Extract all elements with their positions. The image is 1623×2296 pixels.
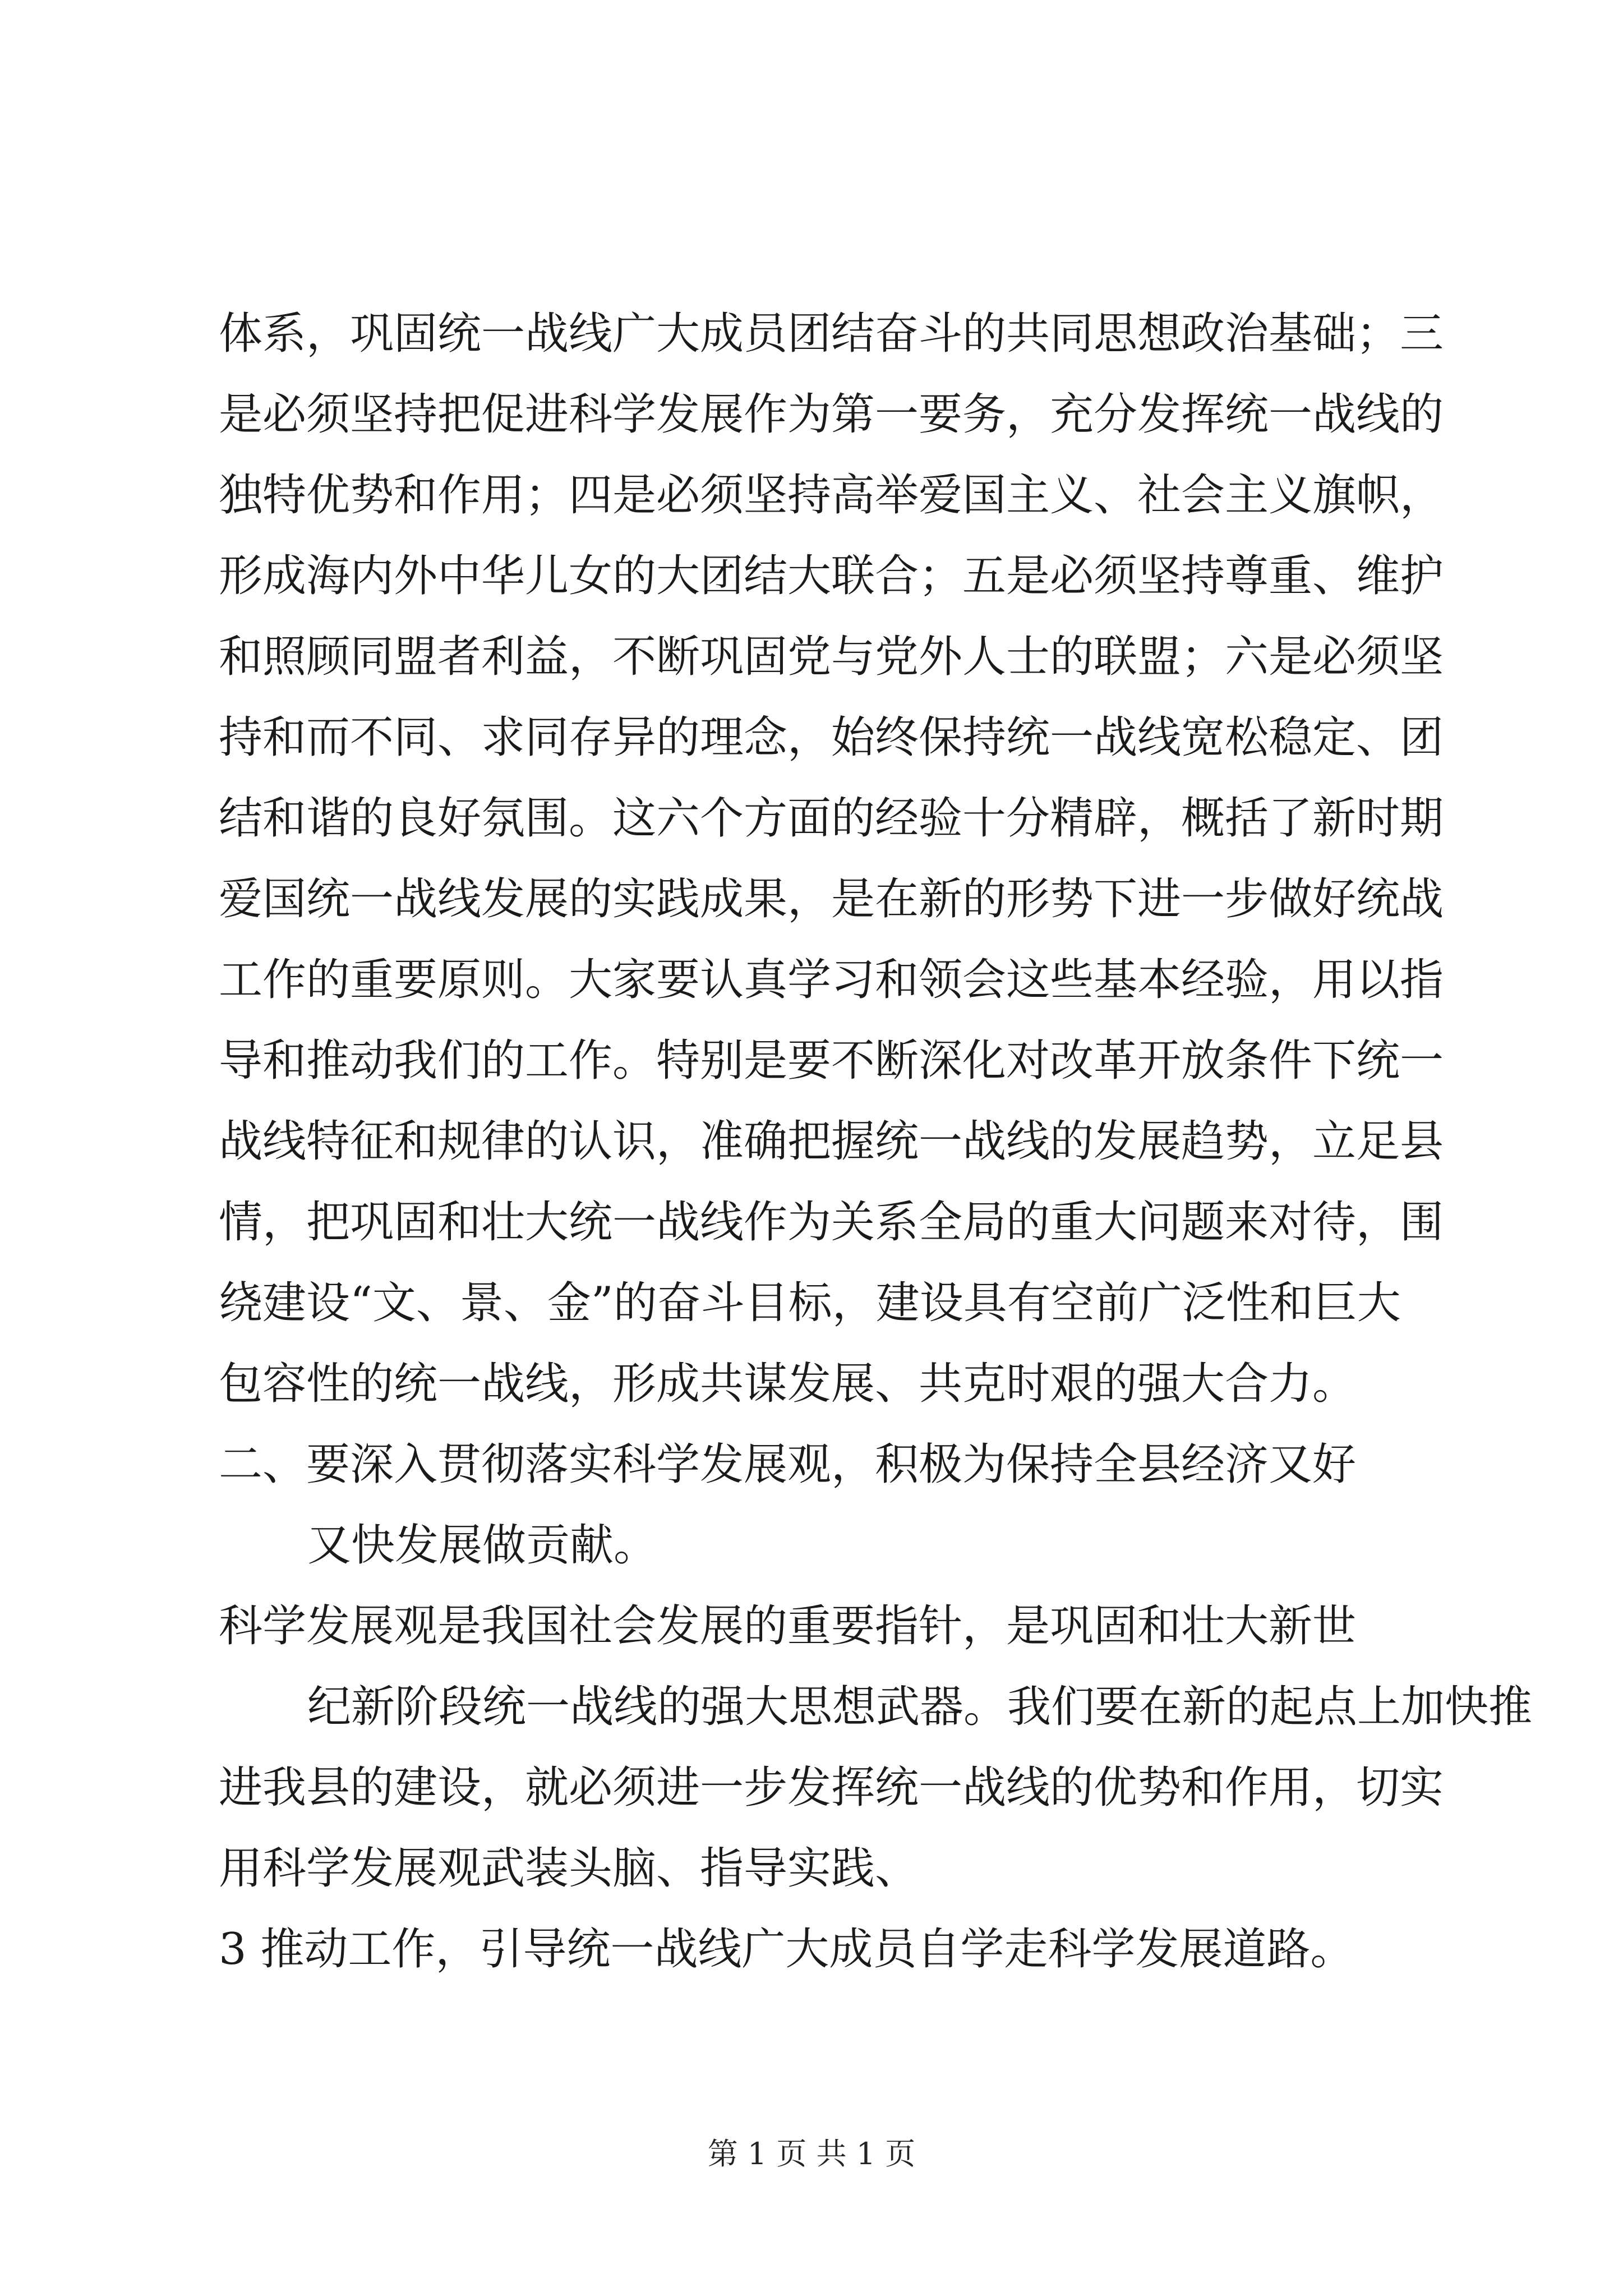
section-heading: 二、要深入贯彻落实科学发展观，积极为保持全县经济又好: [219, 1439, 1357, 1490]
text-line: 爱国统一战线发展的实践成果，是在新的形势下进一步做好统战: [219, 874, 1444, 924]
text-line: 是必须坚持把促进科学发展作为第一要务，充分发挥统一战线的: [219, 389, 1444, 440]
text-line: 3 推动工作，引导统一战线广大成员自学走科学发展道路。: [219, 1924, 1354, 1975]
section-heading: 又快发展做贡献。: [307, 1520, 658, 1571]
text-line: 独特优势和作用；四是必须坚持高举爱国主义、社会主义旗帜，: [219, 470, 1444, 521]
text-line: 结和谐的良好氛围。这六个方面的经验十分精辟，概括了新时期: [219, 793, 1444, 844]
text-line: 导和推动我们的工作。特别是要不断深化对改革开放条件下统一: [219, 1036, 1444, 1086]
text-line: 工作的重要原则。大家要认真学习和领会这些基本经验，用以指: [219, 955, 1444, 1005]
text-line: 绕建设“文、景、金”的奋斗目标，建设具有空前广泛性和巨大: [219, 1278, 1401, 1328]
text-line: 科学发展观是我国社会发展的重要指针，是巩固和壮大新世: [219, 1601, 1357, 1651]
page-footer: 第 1 页 共 1 页: [707, 2136, 916, 2171]
text-line: 进我县的建设，就必须进一步发挥统一战线的优势和作用，切实: [219, 1763, 1444, 1813]
text-line: 纪新阶段统一战线的强大思想武器。我们要在新的起点上加快推: [307, 1682, 1533, 1732]
text-line: 用科学发展观武装头脑、指导实践、: [219, 1843, 919, 1894]
text-line: 包容性的统一战线，形成共谋发展、共克时艰的强大合力。: [219, 1359, 1357, 1409]
text-line: 情，把巩固和壮大统一战线作为关系全局的重大问题来对待，围: [219, 1197, 1444, 1248]
text-line: 战线特征和规律的认识，准确把握统一战线的发展趋势，立足县: [219, 1116, 1444, 1167]
text-line: 体系，巩固统一战线广大成员团结奋斗的共同思想政治基础；三: [219, 309, 1444, 359]
text-line: 和照顾同盟者利益，不断巩固党与党外人士的联盟；六是必须坚: [219, 632, 1444, 682]
text-line: 形成海内外中华儿女的大团结大联合；五是必须坚持尊重、维护: [219, 551, 1444, 601]
text-line: 持和而不同、求同存异的理念，始终保持统一战线宽松稳定、团: [219, 712, 1444, 763]
